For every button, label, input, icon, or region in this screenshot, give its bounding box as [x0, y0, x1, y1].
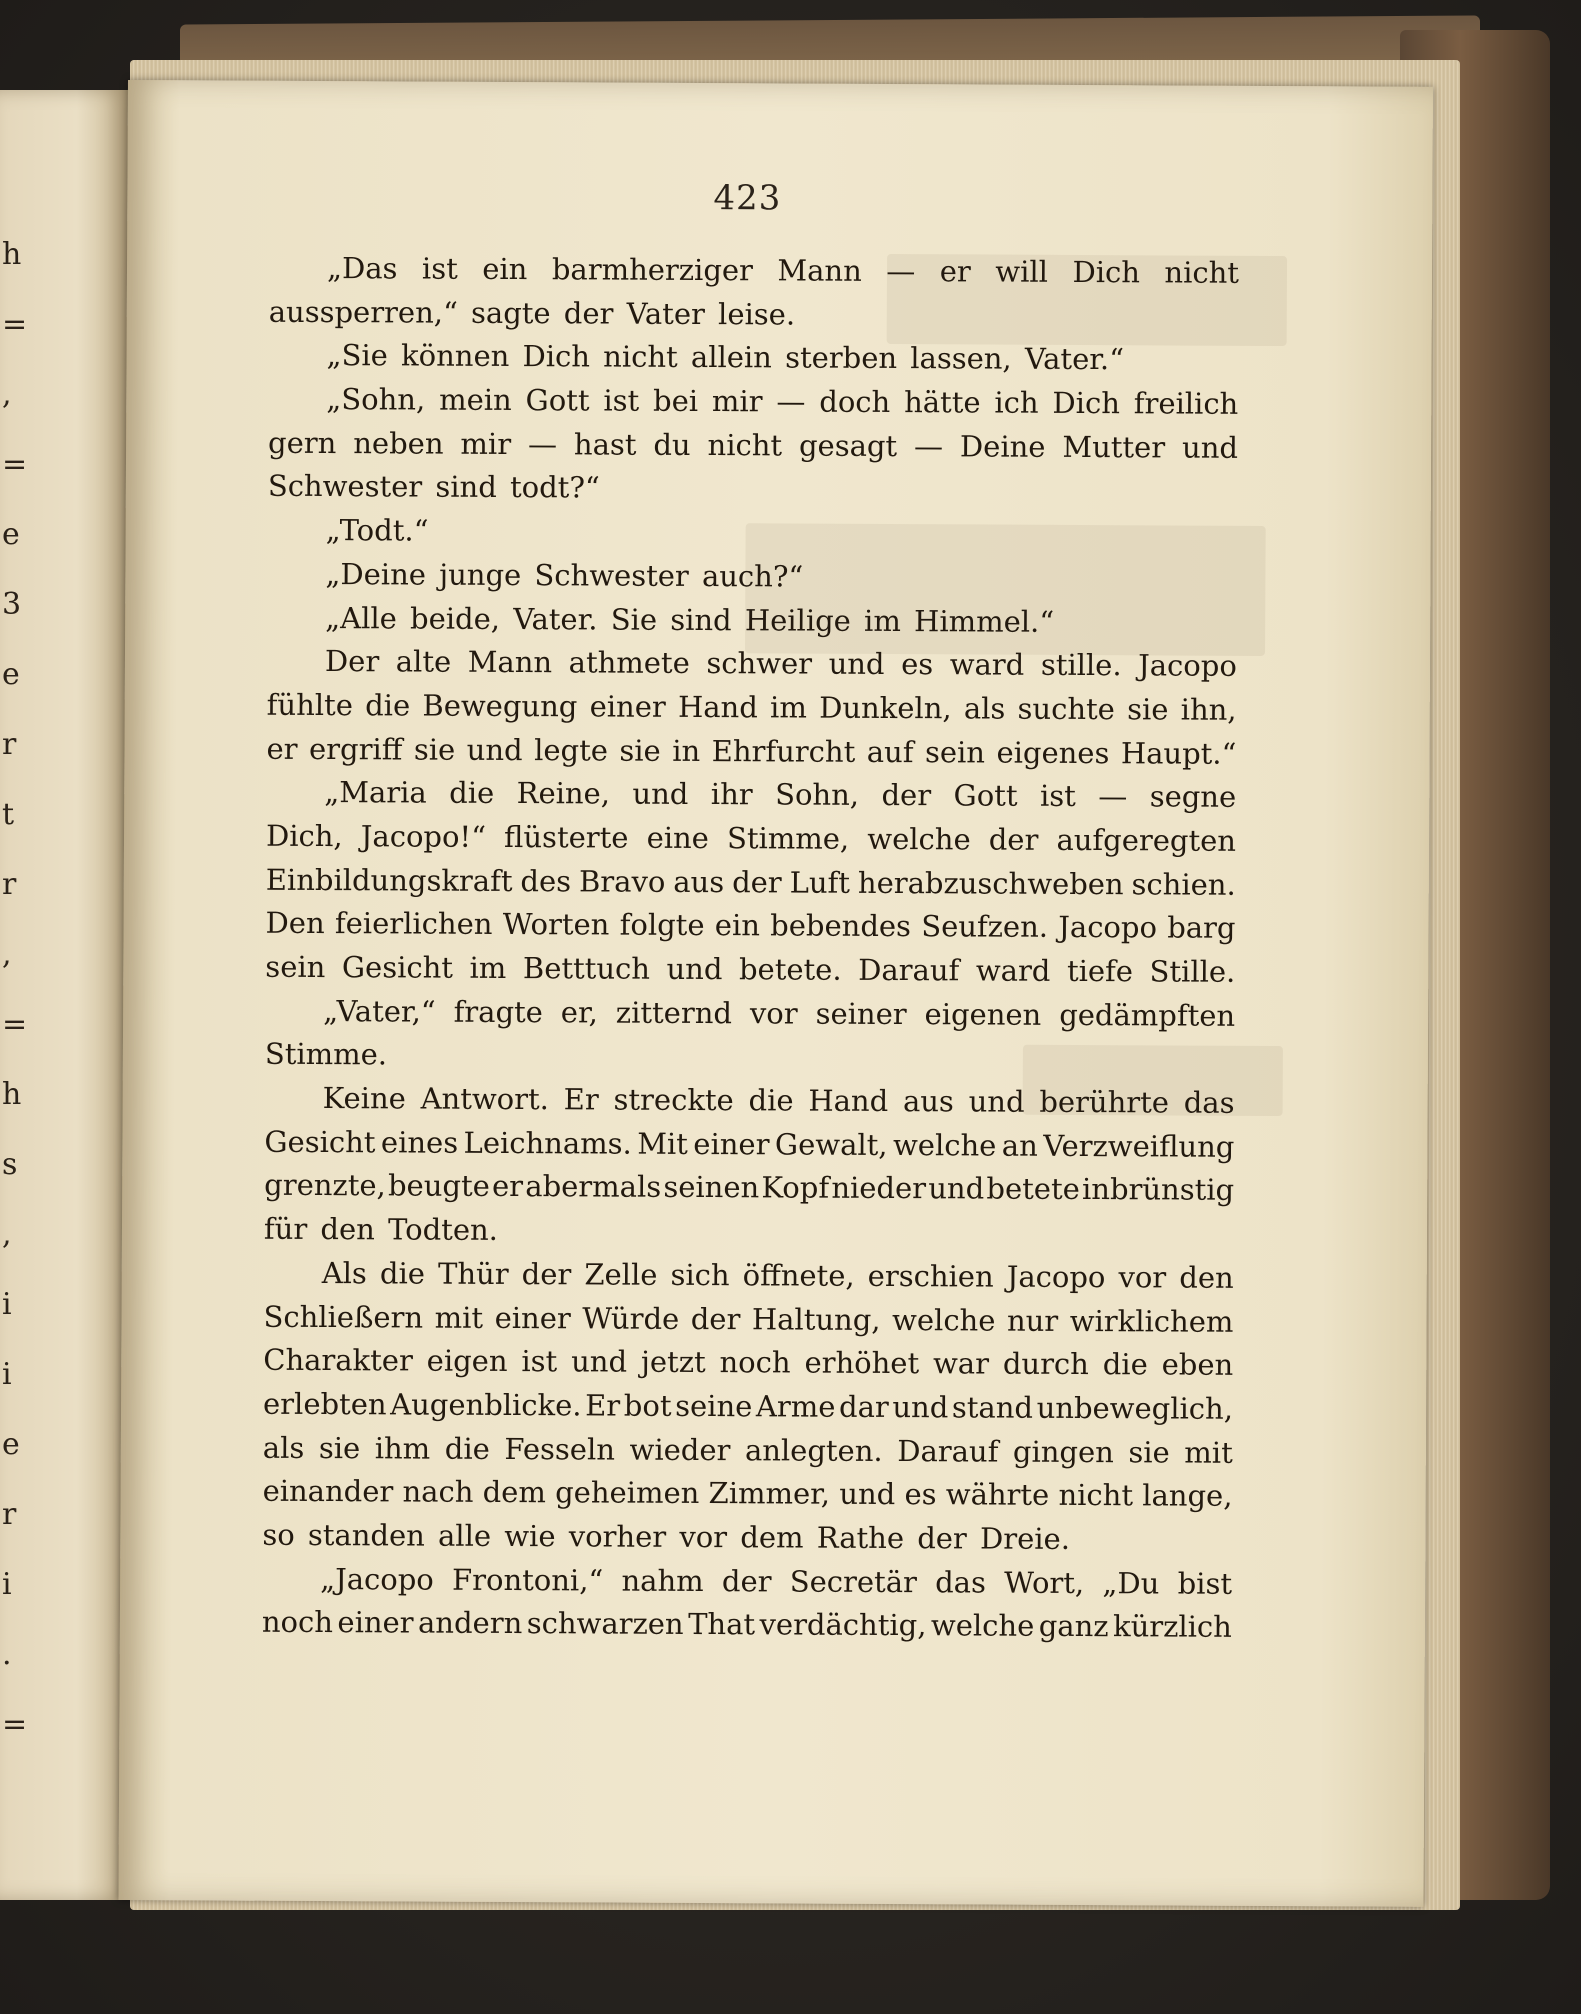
text-line: „Sie können Dich nicht allein sterben lassen, Vater.“: [326, 338, 1125, 377]
text-word: Gewalt,: [774, 1127, 888, 1162]
text-word: Jacopo: [1006, 1259, 1106, 1294]
text-word: wieder: [629, 1432, 731, 1467]
right-page: [118, 80, 1433, 1907]
text-word: grenzte,: [264, 1168, 386, 1203]
text-line: [263, 1343, 1233, 1392]
text-word: jetzt: [640, 1344, 706, 1380]
text-word: ist: [1039, 779, 1076, 814]
text-word: ist: [603, 383, 640, 418]
left-page-glyph: .: [2, 1637, 12, 1672]
text-word: Ehrfurcht: [711, 733, 856, 769]
text-line: [266, 819, 1236, 868]
text-word: er: [266, 731, 298, 766]
text-word: Hand: [677, 689, 758, 725]
text-word: aus: [902, 1084, 954, 1119]
text-word: der: [881, 778, 932, 813]
body-text: [262, 251, 1239, 1654]
text-word: ihn,: [1180, 692, 1237, 727]
text-word: Augenblicke.: [390, 1387, 582, 1423]
text-word: neben: [353, 425, 444, 461]
text-word: abermals: [525, 1169, 662, 1205]
text-word: eigen: [426, 1343, 508, 1379]
text-line: [264, 1124, 1234, 1173]
text-word: bei: [652, 383, 699, 419]
text-word: eigenen: [924, 996, 1042, 1032]
text-word: eben: [1161, 1347, 1234, 1382]
text-line: [268, 382, 1238, 431]
text-word: aufgeregten: [1056, 822, 1237, 858]
text-line: [264, 1168, 1234, 1217]
text-word: gedämpften: [1059, 997, 1236, 1033]
text-word: mit: [434, 1300, 484, 1335]
text-word: dar: [838, 1389, 889, 1424]
text-word: er,: [560, 994, 598, 1030]
text-word: —: [776, 384, 806, 419]
text-word: Stimme,: [726, 821, 850, 856]
text-line: für den Todten.: [263, 1211, 499, 1248]
text-word: Seufzen.: [921, 909, 1049, 945]
left-page-glyph: e: [2, 1427, 20, 1462]
text-word: wirklichem: [1069, 1303, 1234, 1339]
text-word: Sohn,: [775, 777, 860, 813]
text-word: beugte: [387, 1168, 490, 1204]
text-line: Stimme.: [264, 1037, 388, 1072]
text-word: und: [828, 646, 885, 682]
text-word: seiner: [815, 996, 907, 1031]
text-word: das: [935, 1564, 987, 1600]
text-word: an: [1001, 1128, 1038, 1163]
text-word: öffnete,: [742, 1258, 855, 1293]
text-word: einer: [337, 1605, 414, 1640]
text-word: durch: [1002, 1346, 1090, 1382]
text-line: [265, 1081, 1235, 1130]
text-word: barmherziger: [551, 252, 754, 288]
text-line: „Alle beide, Vater. Sie sind Heilige im Himmel.“: [325, 600, 1055, 639]
text-line: [262, 1561, 1232, 1610]
text-word: und: [466, 732, 523, 767]
text-word: betete.: [738, 952, 842, 987]
text-word: der: [521, 1256, 572, 1292]
text-word: Jacopo: [1058, 910, 1158, 945]
text-word: erschien: [867, 1258, 994, 1294]
text-word: bot: [623, 1388, 672, 1423]
text-line: aussperren,“ sagte der Vater leise.: [268, 294, 796, 332]
text-word: gesagt: [798, 428, 898, 463]
text-word: athmete: [568, 645, 690, 681]
text-word: der: [690, 1301, 741, 1336]
left-page-glyph: e: [2, 517, 20, 552]
left-page-glyph: h: [2, 1077, 22, 1112]
text-word: und: [666, 951, 723, 987]
text-word: im: [770, 690, 807, 725]
text-line: „Deine junge Schwester auch?“: [325, 556, 804, 594]
text-line: so standen alle wie vorher vor dem Rathe der Dreie.: [262, 1517, 1071, 1556]
text-word: Stille.: [1149, 954, 1236, 989]
text-line: [264, 1256, 1234, 1305]
text-word: das: [1183, 1085, 1235, 1120]
text-word: alte: [395, 644, 452, 679]
text-word: Haltung,: [751, 1301, 881, 1337]
text-word: sie: [413, 732, 456, 767]
text-word: zitternd: [615, 995, 733, 1030]
text-word: ihm: [374, 1430, 431, 1466]
text-word: und: [1181, 430, 1239, 465]
text-word: Dich,: [265, 818, 343, 854]
text-word: und: [632, 776, 689, 812]
text-word: ergriff: [308, 731, 403, 767]
text-word: That: [688, 1607, 756, 1642]
text-word: die: [379, 1256, 426, 1291]
text-word: aus: [673, 864, 725, 899]
text-line: [262, 1605, 1232, 1654]
text-word: Thür: [437, 1256, 509, 1291]
text-word: ist: [421, 251, 458, 286]
text-word: Würde: [582, 1300, 680, 1336]
text-word: Mit: [637, 1126, 688, 1161]
text-word: welche: [867, 821, 971, 857]
text-word: mit: [1184, 1435, 1233, 1470]
text-word: Arme: [755, 1389, 836, 1424]
text-word: welche: [892, 1302, 996, 1338]
text-word: er: [491, 1169, 524, 1204]
text-word: „Du: [1102, 1565, 1160, 1601]
text-word: Luft: [789, 865, 851, 900]
text-word: Secretär: [789, 1564, 918, 1599]
left-page-glyph: r: [2, 1497, 17, 1532]
left-page-glyph: ,: [2, 377, 12, 412]
text-word: segne: [1149, 779, 1237, 815]
text-word: eine: [646, 820, 709, 855]
text-word: in: [672, 733, 701, 768]
left-page-glyph: i: [2, 1287, 12, 1322]
text-word: —: [913, 428, 944, 464]
text-word: Zelle: [584, 1257, 658, 1292]
text-word: mir: [460, 426, 512, 461]
text-word: Frontoni,“: [451, 1562, 604, 1598]
text-word: nur: [1006, 1303, 1059, 1338]
text-word: einer: [589, 689, 666, 724]
text-word: folgte: [619, 907, 705, 943]
left-page-glyph: 3: [2, 587, 22, 622]
text-word: als: [262, 1430, 305, 1465]
text-word: betete: [986, 1171, 1080, 1207]
text-word: Verzweiflung: [1043, 1128, 1235, 1164]
text-word: es: [901, 647, 934, 682]
text-word: herabzuschweben: [857, 865, 1124, 901]
text-word: erhöhet: [804, 1345, 920, 1381]
text-line: [265, 993, 1235, 1042]
left-page-glyph: =: [2, 1707, 28, 1742]
text-word: Charakter: [263, 1342, 413, 1378]
text-word: fragte: [453, 994, 543, 1029]
text-word: die: [365, 688, 411, 723]
text-word: ist: [521, 1344, 558, 1379]
text-word: und: [892, 1389, 949, 1425]
text-line: „Todt.“: [325, 513, 429, 548]
left-page-glyph: t: [2, 797, 15, 832]
text-word: nahm: [621, 1563, 704, 1598]
text-word: nicht: [1164, 255, 1240, 290]
text-line: [263, 1430, 1233, 1479]
text-word: will: [995, 254, 1049, 289]
text-word: sie: [1127, 692, 1169, 727]
text-word: —: [886, 253, 916, 289]
text-word: der: [732, 864, 782, 900]
text-word: freilich: [1133, 386, 1239, 421]
left-page-fragment: [0, 90, 128, 1900]
text-word: flüsterte: [503, 819, 629, 855]
text-word: Dunkeln,: [819, 690, 952, 726]
text-word: Gott: [953, 778, 1018, 813]
text-word: auf: [866, 734, 914, 769]
text-word: noch: [261, 1605, 334, 1640]
text-word: Jacopo: [1138, 648, 1237, 684]
text-line: [263, 1387, 1233, 1436]
text-word: sie: [619, 733, 661, 768]
left-page-glyph: e: [2, 657, 20, 692]
page-number: 423: [713, 178, 782, 219]
text-word: barg: [1167, 910, 1236, 946]
text-word: und: [571, 1344, 628, 1379]
text-word: sie: [318, 1430, 361, 1465]
text-word: Mutter: [1062, 429, 1166, 465]
text-word: nach: [402, 1474, 474, 1510]
text-word: Bewegung: [422, 688, 578, 724]
text-word: sein: [265, 949, 326, 985]
text-word: suchte: [1017, 691, 1115, 727]
text-word: schien.: [1131, 866, 1236, 902]
text-word: welche: [930, 1608, 1035, 1644]
text-word: Schließern: [263, 1299, 424, 1335]
text-word: ganz: [1038, 1609, 1109, 1644]
text-word: stille.: [1040, 647, 1122, 683]
left-page-glyph: ,: [2, 1217, 12, 1252]
text-word: stand: [951, 1390, 1034, 1425]
left-page-glyph: h: [2, 237, 22, 272]
left-page-glyph: ,: [2, 937, 12, 972]
text-line: [269, 251, 1239, 300]
text-word: die: [748, 1083, 794, 1118]
left-page-glyph: i: [2, 1357, 12, 1392]
text-line: [266, 731, 1236, 780]
text-word: Der: [324, 644, 380, 679]
text-word: war: [932, 1346, 990, 1381]
text-word: Betttuch: [522, 951, 651, 986]
text-word: schwer: [706, 646, 813, 681]
text-word: Dich: [1052, 385, 1121, 421]
text-word: lange,: [1142, 1478, 1233, 1514]
text-word: Gesicht: [264, 1124, 376, 1160]
text-word: Zimmer,: [708, 1476, 831, 1511]
text-word: seinen: [663, 1170, 760, 1205]
text-word: ein: [482, 251, 528, 287]
text-word: seine: [675, 1388, 753, 1424]
text-line: [267, 688, 1237, 737]
text-word: du: [653, 427, 691, 462]
left-page-glyph: i: [2, 1567, 12, 1602]
text-word: kürzlich: [1112, 1609, 1233, 1645]
text-word: Als: [321, 1255, 367, 1291]
text-word: Er: [563, 1082, 599, 1117]
text-line: [262, 1474, 1232, 1523]
left-page-glyph: =: [2, 307, 28, 342]
text-word: Wort,: [1004, 1565, 1085, 1600]
text-word: ward: [975, 953, 1051, 988]
text-word: und: [928, 1171, 985, 1206]
text-word: andern: [417, 1605, 523, 1641]
text-word: anlegten.: [744, 1432, 883, 1468]
text-word: die: [1102, 1347, 1148, 1382]
text-word: gingen: [1012, 1434, 1114, 1469]
text-word: berührte: [1039, 1084, 1170, 1120]
text-word: geheimen: [555, 1475, 700, 1511]
text-word: Den: [265, 906, 325, 941]
text-word: nicht: [1058, 1478, 1134, 1513]
text-word: Darauf: [897, 1433, 999, 1469]
text-word: unbeweglich,: [1036, 1390, 1234, 1426]
text-word: „Vater,“: [323, 993, 436, 1029]
text-word: einer: [693, 1126, 770, 1162]
text-line: Schwester sind todt?“: [267, 469, 600, 505]
text-word: welche: [892, 1127, 997, 1163]
text-word: mein: [439, 382, 512, 418]
text-line: [265, 906, 1235, 955]
text-word: ihr: [710, 777, 753, 812]
text-word: des: [520, 863, 572, 898]
text-word: streckte: [613, 1082, 734, 1118]
text-word: Haupt.“: [1120, 735, 1237, 771]
text-line: [268, 425, 1238, 474]
text-word: Er: [585, 1388, 621, 1423]
text-word: ich: [994, 385, 1039, 420]
left-page-glyph: r: [2, 867, 17, 902]
text-word: eigenes: [996, 735, 1110, 770]
text-word: bist: [1177, 1566, 1233, 1601]
text-word: der: [988, 822, 1039, 857]
left-page-glyph: s: [2, 1147, 18, 1182]
text-word: Mann: [777, 253, 862, 288]
text-word: „Maria: [324, 775, 427, 810]
text-word: Deine: [959, 429, 1046, 464]
text-word: Hand: [808, 1083, 889, 1119]
text-word: Leichnams.: [463, 1125, 632, 1161]
text-word: vor: [1118, 1260, 1167, 1295]
text-word: Jacopo!“: [360, 819, 487, 854]
text-word: die: [449, 775, 495, 811]
text-word: eines: [380, 1125, 459, 1160]
text-word: einander: [262, 1473, 394, 1509]
text-word: fühlte: [266, 687, 354, 723]
text-word: Keine: [322, 1081, 406, 1116]
text-word: „Das: [326, 251, 398, 286]
text-word: „Sohn,: [326, 382, 426, 417]
left-page-glyph: r: [2, 727, 17, 762]
text-word: gern: [268, 425, 337, 460]
text-word: Reine,: [516, 776, 611, 811]
text-word: sie: [1128, 1434, 1170, 1470]
text-word: tiefe: [1066, 953, 1134, 989]
text-word: Fesseln: [504, 1431, 616, 1467]
text-word: Darauf: [858, 952, 960, 988]
text-word: inbrünstig: [1081, 1172, 1235, 1208]
text-line: [265, 950, 1235, 999]
text-word: und: [839, 1476, 896, 1512]
text-word: hast: [573, 427, 637, 462]
text-word: schwarzen: [526, 1606, 684, 1642]
text-word: erlebten: [262, 1386, 387, 1422]
text-word: „Jacopo: [320, 1561, 434, 1597]
text-line: [266, 775, 1236, 824]
text-word: Kopf: [761, 1170, 830, 1206]
left-page-glyph: =: [2, 1007, 28, 1042]
text-word: währte: [945, 1477, 1050, 1513]
text-word: der: [721, 1563, 772, 1599]
text-word: vor: [749, 995, 798, 1031]
text-word: hätte: [904, 385, 981, 420]
text-word: bebendes: [770, 908, 912, 944]
text-word: Antwort.: [420, 1081, 550, 1117]
text-word: noch: [719, 1345, 791, 1380]
text-word: er: [939, 254, 971, 289]
text-word: als: [963, 691, 1006, 726]
text-word: —: [527, 426, 558, 462]
text-word: den: [1179, 1260, 1234, 1295]
text-word: nicht: [707, 427, 783, 463]
text-word: ward: [949, 647, 1025, 682]
text-word: mir: [711, 384, 763, 419]
text-word: ein: [714, 908, 761, 943]
text-word: sein: [924, 734, 986, 770]
text-word: feierlichen: [334, 906, 493, 942]
text-word: im: [469, 950, 507, 985]
text-word: Worten: [502, 907, 610, 942]
text-word: Dich: [1072, 254, 1141, 290]
text-word: legte: [534, 732, 609, 768]
text-word: und: [968, 1084, 1025, 1119]
text-word: dem: [482, 1475, 546, 1510]
text-word: es: [904, 1477, 937, 1512]
text-word: nieder: [831, 1171, 927, 1206]
text-word: verdächtig,: [759, 1607, 927, 1643]
text-word: sich: [670, 1257, 730, 1292]
text-line: [263, 1299, 1233, 1348]
text-line: [267, 644, 1237, 693]
text-word: die: [444, 1431, 490, 1466]
text-word: einer: [494, 1300, 571, 1335]
text-word: —: [1098, 779, 1128, 814]
text-word: Bravo: [578, 863, 666, 899]
left-page-glyph: =: [2, 447, 28, 482]
text-word: Mann: [467, 644, 553, 680]
text-word: doch: [819, 384, 891, 420]
text-line: [266, 862, 1236, 911]
text-word: Gesicht: [341, 950, 454, 985]
text-word: Gott: [525, 383, 590, 418]
text-word: Einbildungskraft: [265, 862, 513, 898]
